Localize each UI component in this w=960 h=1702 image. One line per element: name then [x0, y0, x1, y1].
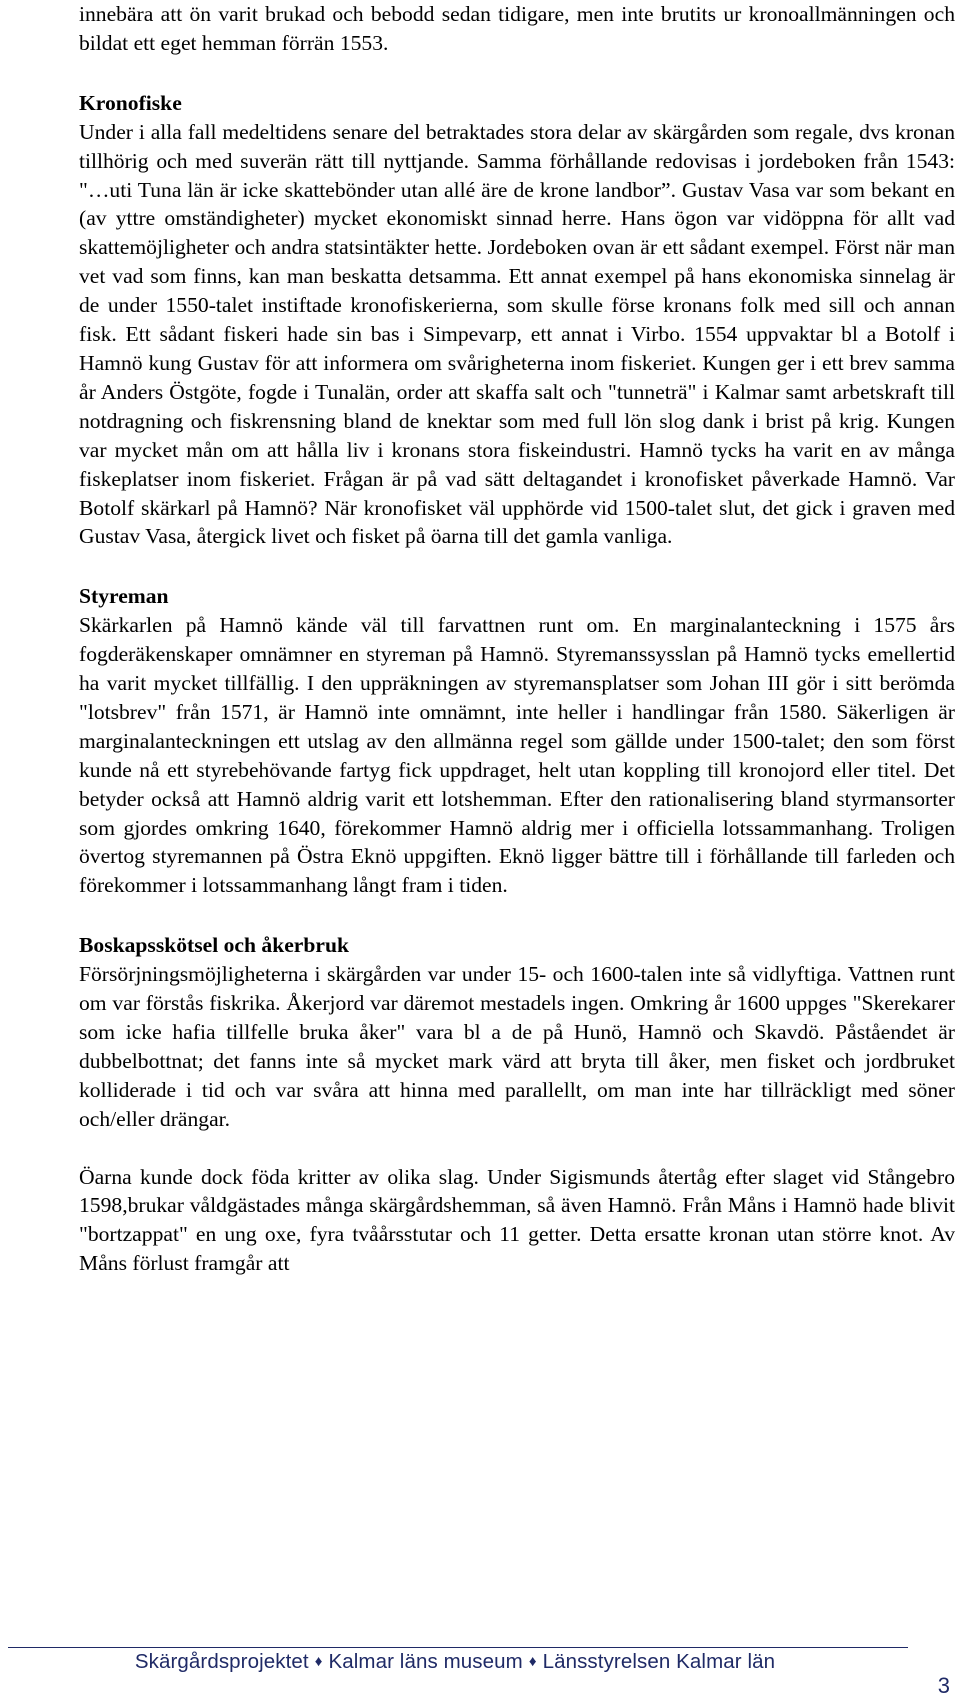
footer-museum: Kalmar läns museum: [328, 1650, 523, 1673]
document-page: [79, 0, 955, 1278]
paragraph-boskap: Försörjningsmöjligheterna i skärgården var under 15- och 1600-talen inte så vidlyftiga. Vattnen runt om var förstås fiskrika. Åkerjord var däremot mestadels ingen. Omkring år 1600 uppges "Skerekarer som icke hafia tillfelle bruka åker" vara bl a de på Hunö, Hamnö och Skavdö. Påståendet är dubbelbottnat; det fanns inte så mycket mark värd att bryta till åker, men fisket och jordbruket kolliderade i tid och var svåra att hinna med parallellt, om man inte har tillräckligt med söner och/eller drängar.: [79, 962, 955, 1131]
spacer: [79, 551, 955, 582]
footer-county: Länsstyrelsen Kalmar län: [542, 1650, 776, 1673]
paragraph-boskap-continued: Öarna kunde dock föda kritter av olika slag. Under Sigismunds återtåg efter slaget vid Stångebro 1598,brukar våldgästades många skärgårdshemman, så även Hamnö. Från Måns i Hamnö hade blivit "bortzappat" en ung oxe, fyra tvåårsstutar och 11 getter. Detta ersatte kronan utan större knot. Av Måns förlust framgår att: [79, 1164, 955, 1276]
heading-kronofiske: Kronofiske: [79, 90, 182, 115]
top-fragment-paragraph: innebära att ön varit brukad och bebodd sedan tidigare, men inte brutits ur kronoallmänningen och bildat ett eget hemman förrän 1553.: [79, 2, 955, 55]
paragraph-kronofiske: Under i alla fall medeltidens senare del betraktades stora delar av skärgården som regale, dvs kronan tillhörig och med suverän rätt till nyttjande. Samma förhållande redovisas i jordeboken från 1543: "…uti Tuna län är icke skattebönder utan allé äre de krone landbor”. Gustav Vasa var som bekant en (av yttre omständigheter) mycket ekonomiskt sinnad herre. Hans ögon var vidöppna för allt vad skattemöjligheter och andra statsintäkter hette. Jordeboken ovan är ett sådant exempel. Först när man vet vad som finns, kan man beskatta detsamma. Ett annat exempel på hans ekonomiska sinnelag är de under 1550-talet instiftade kronofiskerierna, som skulle förse kronans folk med sill och annan fisk. Ett sådant fiskeri hade sin bas i Simpevarp, ett annat i Virbo. 1554 uppvaktar bl a Botolf i Hamnö kung Gustav för att informera om svårigheterna inom fiskeriet. Kungen ger i ett brev samma år Anders Östgöte, fogde i Tunalän, order att skaffa salt och "tunneträ" i Kalmar samt arbetskraft till notdragning och fiskrensning bland de knektar som med full lön slog dank i brist på krig. Kungen var mycket mån om att hålla liv i kronans stora fiskeindustri. Hamnö tycks ha varit en av många fiskeplatser inom fiskeriet. Frågan är på vad sätt deltagandet i kronofisket påverkade Hamnö. Var Botolf skärkarl på Hamnö? När kronofisket väl upphörde vid 1500-talet slut, det gick i graven med Gustav Vasa, återgick livet och fisket på öarna till det gamla vanliga.: [79, 119, 955, 549]
footer-project: Skärgårdsprojektet: [134, 1650, 309, 1673]
footer-divider: [8, 1647, 908, 1648]
spacer: [79, 1134, 955, 1163]
diamond-icon: ♦: [528, 1653, 537, 1670]
page-number: 3: [937, 1673, 950, 1698]
footer: [0, 1650, 910, 1674]
paragraph-styreman: Skärkarlen på Hamnö kände väl till farvattnen runt om. En marginalanteckning i 1575 års fogderäkenskaper omnämner en styreman på Hamnö. Styremanssysslan på Hamnö tycks emellertid ha varit mycket tillfällig. I den uppräkningen av styremansplatser som Johan III gör i sitt berömda "lotsbrev" från 1571, är Hamnö inte omnämnt, inte heller i handlingar från 1580. Säkerligen är marginalanteckningen ett utslag av den allmänna regel som gällde under 1500-talet; den som först kunde nå ett styrebehövande fartyg fick uppdraget, helt utan koppling till kronojord eller titel. Det betyder också att Hamnö aldrig varit ett lotshemman. Efter den rationalisering bland styrmansorter som gjordes omkring 1640, förekommer Hamnö aldrig mer i officiella lotssammanhang. Troligen övertog styremannen på Östra Eknö uppgiften. Eknö ligger bättre till i förhållande till farleden och förekommer i lotssammanhang långt fram i tiden.: [79, 613, 955, 898]
heading-styreman: Styreman: [79, 584, 169, 609]
spacer: [79, 900, 955, 931]
heading-boskap: Boskapsskötsel och åkerbruk: [79, 933, 349, 958]
diamond-icon: ♦: [314, 1653, 323, 1670]
spacer: [79, 58, 955, 89]
